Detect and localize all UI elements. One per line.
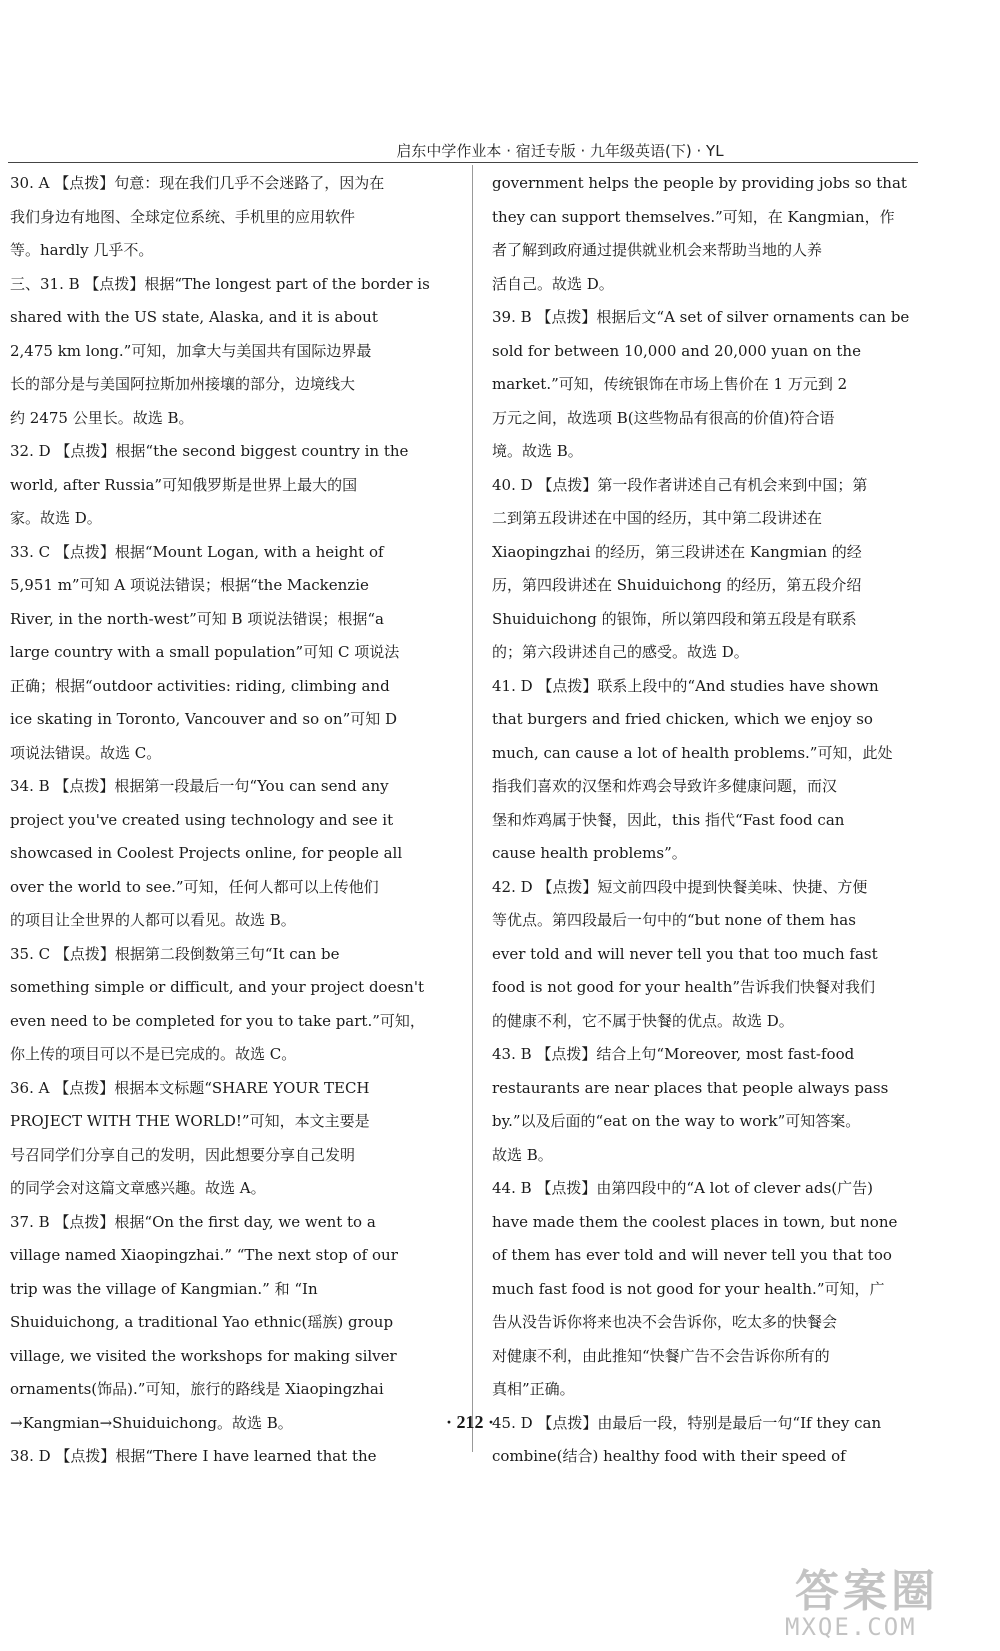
text-line: 等优点。第四段最后一句中的“but none of them has bbox=[492, 911, 856, 929]
text-line: 者了解到政府通过提供就业机会来帮助当地的人养 bbox=[492, 241, 823, 259]
text-line: world, after Russia”可知俄罗斯是世界上最大的国 bbox=[10, 475, 358, 494]
text-line: shared with the US state, Alaska, and it is about bbox=[10, 308, 378, 326]
text-line: 35. C 【点拨】根据第二段倒数第三句“It can be bbox=[10, 944, 340, 963]
text-line: 号召同学们分享自己的发明，因此想要分享自己发明 bbox=[10, 1145, 356, 1164]
text-line: cause health problems”。 bbox=[492, 844, 687, 862]
text-line: 故选 B。 bbox=[492, 1145, 553, 1164]
right-column bbox=[492, 167, 912, 1474]
text-line: much fast food is not good for your health.”可知，广 bbox=[492, 1279, 885, 1298]
text-line: 33. C 【点拨】根据“Mount Logan, with a height of bbox=[10, 542, 384, 561]
text-line: 告从没告诉你将来也决不会告诉你，吃太多的快餐会 bbox=[492, 1313, 838, 1331]
text-line: by.”以及后面的“eat on the way to work”可知答案。 bbox=[492, 1112, 861, 1130]
watermark-logo bbox=[785, 1555, 995, 1647]
text-line: 40. D 【点拨】第一段作者讲述自己有机会来到中国；第 bbox=[492, 475, 868, 494]
text-line: that burgers and fried chicken, which we enjoy so bbox=[492, 710, 873, 728]
text-line: village, we visited the workshops for making silver bbox=[10, 1346, 397, 1365]
text-line: 堡和炸鸡属于快餐，因此，this 指代“Fast food can bbox=[492, 810, 845, 829]
text-line: 41. D 【点拨】联系上段中的“And studies have shown bbox=[492, 676, 879, 695]
text-line: 的；第六段讲述自己的感受。故选 D。 bbox=[492, 643, 749, 661]
text-line: something simple or difficult, and your project doesn't bbox=[10, 978, 424, 996]
text-line: 指我们喜欢的汉堡和炸鸡会导致许多健康问题，而汉 bbox=[492, 777, 838, 795]
text-line: trip was the village of Kangmian.” 和 “In bbox=[10, 1279, 318, 1298]
text-line: 2,475 km long.”可知，加拿大与美国共有国际边界最 bbox=[10, 341, 372, 360]
text-line: 历，第四段讲述在 Shuiduichong 的经历，第五段介绍 bbox=[492, 576, 862, 594]
text-line: they can support themselves.”可知，在 Kangmian，作 bbox=[492, 207, 895, 226]
text-line: 活自己。故选 D。 bbox=[492, 274, 614, 293]
text-line: 45. D 【点拨】由最后一段，特别是最后一句“If they can bbox=[492, 1413, 882, 1432]
text-line: combine(结合) healthy food with their speed of bbox=[492, 1447, 846, 1465]
text-line: ice skating in Toronto, Vancouver and so on”可知 D bbox=[10, 710, 398, 728]
text-line: 36. A 【点拨】根据本文标题“SHARE YOUR TECH bbox=[10, 1078, 370, 1097]
text-line: restaurants are near places that people always pass bbox=[492, 1078, 889, 1097]
text-line: 境。故选 B。 bbox=[492, 442, 583, 460]
text-line: 44. B 【点拨】由第四段中的“A lot of clever ads(广告) bbox=[492, 1179, 873, 1197]
text-line: Shuiduichong 的银饰，所以第四段和第五段是有联系 bbox=[492, 609, 857, 628]
text-line: have made them the coolest places in town, but none bbox=[492, 1212, 898, 1231]
text-line: 我们身边有地图、全球定位系统、手机里的应用软件 bbox=[10, 207, 356, 226]
text-line: showcased in Coolest Projects online, for people all bbox=[10, 844, 403, 862]
page-number: · 212 · bbox=[445, 1412, 494, 1432]
text-line: 39. B 【点拨】根据后文“A set of silver ornaments can be bbox=[492, 308, 910, 326]
text-line: 37. B 【点拨】根据“On the first day, we went to a bbox=[10, 1212, 376, 1231]
text-line: government helps the people by providing jobs so that bbox=[492, 174, 907, 192]
watermark-en: MXQE.COM bbox=[785, 1613, 917, 1641]
text-line: ornaments(饰品).”可知，旅行的路线是 Xiaopingzhai bbox=[10, 1380, 384, 1398]
text-line: 等。hardly 几乎不。 bbox=[10, 241, 154, 259]
text-line: 三、31. B 【点拨】根据“The longest part of the border is bbox=[10, 274, 430, 293]
text-line: village named Xiaopingzhai.” “The next stop of our bbox=[10, 1246, 398, 1264]
text-line: much, can cause a lot of health problems.”可知，此处 bbox=[492, 743, 893, 762]
text-line: River, in the north-west”可知 B 项说法错误；根据“a bbox=[10, 609, 384, 628]
text-line: 万元之间，故选项 B(这些物品有很高的价值)符合语 bbox=[492, 408, 835, 427]
text-line: 项说法错误。故选 C。 bbox=[10, 743, 162, 762]
text-line: ever told and will never tell you that too much fast bbox=[492, 944, 878, 963]
text-line: 的健康不利，它不属于快餐的优点。故选 D。 bbox=[492, 1011, 794, 1030]
text-line: 32. D 【点拨】根据“the second biggest country in the bbox=[10, 442, 409, 460]
text-line: 对健康不利，由此推知“快餐广告不会告诉你所有的 bbox=[492, 1346, 830, 1365]
text-line: even need to be completed for you to take part.”可知， bbox=[10, 1011, 425, 1030]
text-line: 二到第五段讲述在中国的经历，其中第二段讲述在 bbox=[492, 509, 823, 527]
text-line: PROJECT WITH THE WORLD!”可知，本文主要是 bbox=[10, 1112, 370, 1130]
text-line: 约 2475 公里长。故选 B。 bbox=[10, 408, 194, 427]
text-line: 你上传的项目可以不是已完成的。故选 C。 bbox=[10, 1045, 297, 1063]
column-divider bbox=[472, 165, 473, 1452]
text-line: large country with a small population”可知 C 项说法 bbox=[10, 643, 400, 661]
left-column bbox=[10, 167, 450, 1474]
watermark-cn: 答案圈 bbox=[795, 1566, 939, 1617]
text-line: project you've created using technology and see it bbox=[10, 810, 394, 829]
header-title: 启东中学作业本 · 宿迁专版 · 九年级英语(下) · YL bbox=[396, 142, 724, 160]
text-line: Xiaopingzhai 的经历，第三段讲述在 Kangmian 的经 bbox=[492, 542, 862, 561]
text-line: food is not good for your health”告诉我们快餐对我们 bbox=[492, 978, 876, 996]
text-line: Shuiduichong, a traditional Yao ethnic(瑶族) group bbox=[10, 1313, 394, 1331]
text-line: 真相”正确。 bbox=[492, 1380, 575, 1398]
text-line: 38. D 【点拨】根据“There I have learned that the bbox=[10, 1447, 377, 1465]
text-line: →Kangmian→Shuiduichong。故选 B。 bbox=[10, 1413, 293, 1432]
text-line: over the world to see.”可知，任何人都可以上传他们 bbox=[10, 877, 379, 896]
header-rule bbox=[8, 162, 918, 163]
page-header bbox=[0, 0, 1000, 158]
text-line: of them has ever told and will never tell you that too bbox=[492, 1246, 892, 1264]
text-line: 43. B 【点拨】结合上句“Moreover, most fast-food bbox=[492, 1045, 855, 1063]
text-line: 家。故选 D。 bbox=[10, 509, 102, 527]
text-line: 34. B 【点拨】根据第一段最后一句“You can send any bbox=[10, 777, 389, 795]
text-line: 长的部分是与美国阿拉斯加州接壤的部分，边境线大 bbox=[10, 375, 356, 393]
text-line: 的项目让全世界的人都可以看见。故选 B。 bbox=[10, 911, 296, 929]
text-line: 5,951 m”可知 A 项说法错误；根据“the Mackenzie bbox=[10, 576, 369, 594]
text-line: 42. D 【点拨】短文前四段中提到快餐美味、快捷、方便 bbox=[492, 877, 868, 896]
text-line: 正确；根据“outdoor activities: riding, climbing and bbox=[10, 676, 390, 695]
text-line: sold for between 10,000 and 20,000 yuan on the bbox=[492, 341, 861, 360]
text-line: 30. A 【点拨】句意：现在我们几乎不会迷路了，因为在 bbox=[10, 174, 385, 192]
text-line: 的同学会对这篇文章感兴趣。故选 A。 bbox=[10, 1179, 266, 1197]
text-line: market.”可知，传统银饰在市场上售价在 1 万元到 2 bbox=[492, 375, 848, 393]
